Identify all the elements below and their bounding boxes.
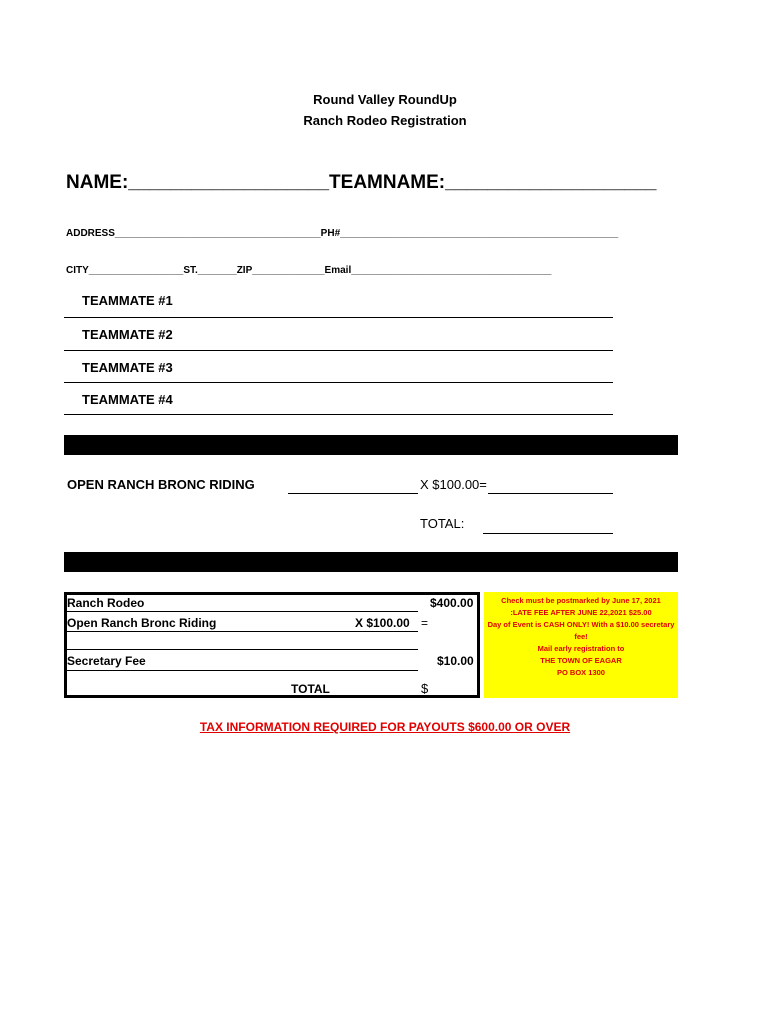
bronc-riding-label: OPEN RANCH BRONC RIDING — [67, 477, 255, 492]
notice-line: :LATE FEE AFTER JUNE 22,2021 $25.00 — [510, 608, 652, 617]
bronc-fee-line — [66, 631, 418, 632]
teammate-2-label: TEAMMATE #2 — [82, 327, 173, 342]
teammate-3-label: TEAMMATE #3 — [82, 360, 173, 375]
name-teamname-field[interactable]: NAME:___________________TEAMNAME:____________________ — [66, 172, 657, 193]
tax-information-notice: TAX INFORMATION REQUIRED FOR PAYOUTS $600.00 OR OVER — [199, 720, 571, 734]
address-phone-field[interactable]: ADDRESS_____________________________________PH#__________________________________________________ — [66, 228, 619, 239]
notice-line: fee! — [574, 632, 588, 641]
event-total-label: TOTAL: — [420, 516, 465, 531]
payment-notice-box — [484, 592, 678, 698]
bronc-fee-equals: = — [421, 616, 429, 630]
ranch-rodeo-amount: $400.00 — [430, 596, 474, 610]
bronc-fee-label: Open Ranch Bronc Riding — [67, 616, 217, 630]
bronc-fee-price: X $100.00 — [355, 616, 410, 630]
section-divider-bar-2 — [64, 552, 678, 572]
teammate-1-line[interactable] — [64, 317, 613, 318]
form-subtitle: Ranch Rodeo Registration — [303, 113, 467, 128]
blank-row-line — [66, 649, 418, 650]
bronc-price-label: X $100.00= — [420, 477, 487, 492]
teammate-4-label: TEAMMATE #4 — [82, 392, 173, 407]
ranch-rodeo-label: Ranch Rodeo — [67, 596, 145, 610]
teammate-3-line[interactable] — [64, 382, 613, 383]
event-total-line[interactable] — [483, 533, 613, 534]
notice-line: Check must be postmarked by June 17, 2021 — [501, 596, 661, 605]
notice-line: Day of Event is CASH ONLY! With a $10.00 secretary — [487, 620, 675, 629]
secretary-fee-label: Secretary Fee — [67, 654, 146, 668]
bronc-entries-line[interactable] — [288, 493, 418, 494]
notice-line: THE TOWN OF EAGAR — [540, 656, 622, 665]
teammate-4-line[interactable] — [64, 414, 613, 415]
fee-total-label: TOTAL — [291, 682, 330, 696]
form-title: Round Valley RoundUp — [313, 92, 457, 107]
city-state-zip-email-field[interactable]: CITY_________________ST._______ZIP_____________Email____________________________________ — [66, 265, 552, 276]
notice-line: PO BOX 1300 — [557, 668, 605, 677]
teammate-1-label: TEAMMATE #1 — [82, 293, 173, 308]
secretary-fee-amount: $10.00 — [437, 654, 474, 668]
secretary-fee-line — [66, 670, 418, 671]
section-divider-bar — [64, 435, 678, 455]
notice-line: Mail early registration to — [537, 644, 625, 653]
teammate-2-line[interactable] — [64, 350, 613, 351]
bronc-amount-line[interactable] — [488, 493, 613, 494]
fee-total-amount[interactable]: $ — [421, 681, 429, 696]
ranch-rodeo-line — [66, 611, 418, 612]
